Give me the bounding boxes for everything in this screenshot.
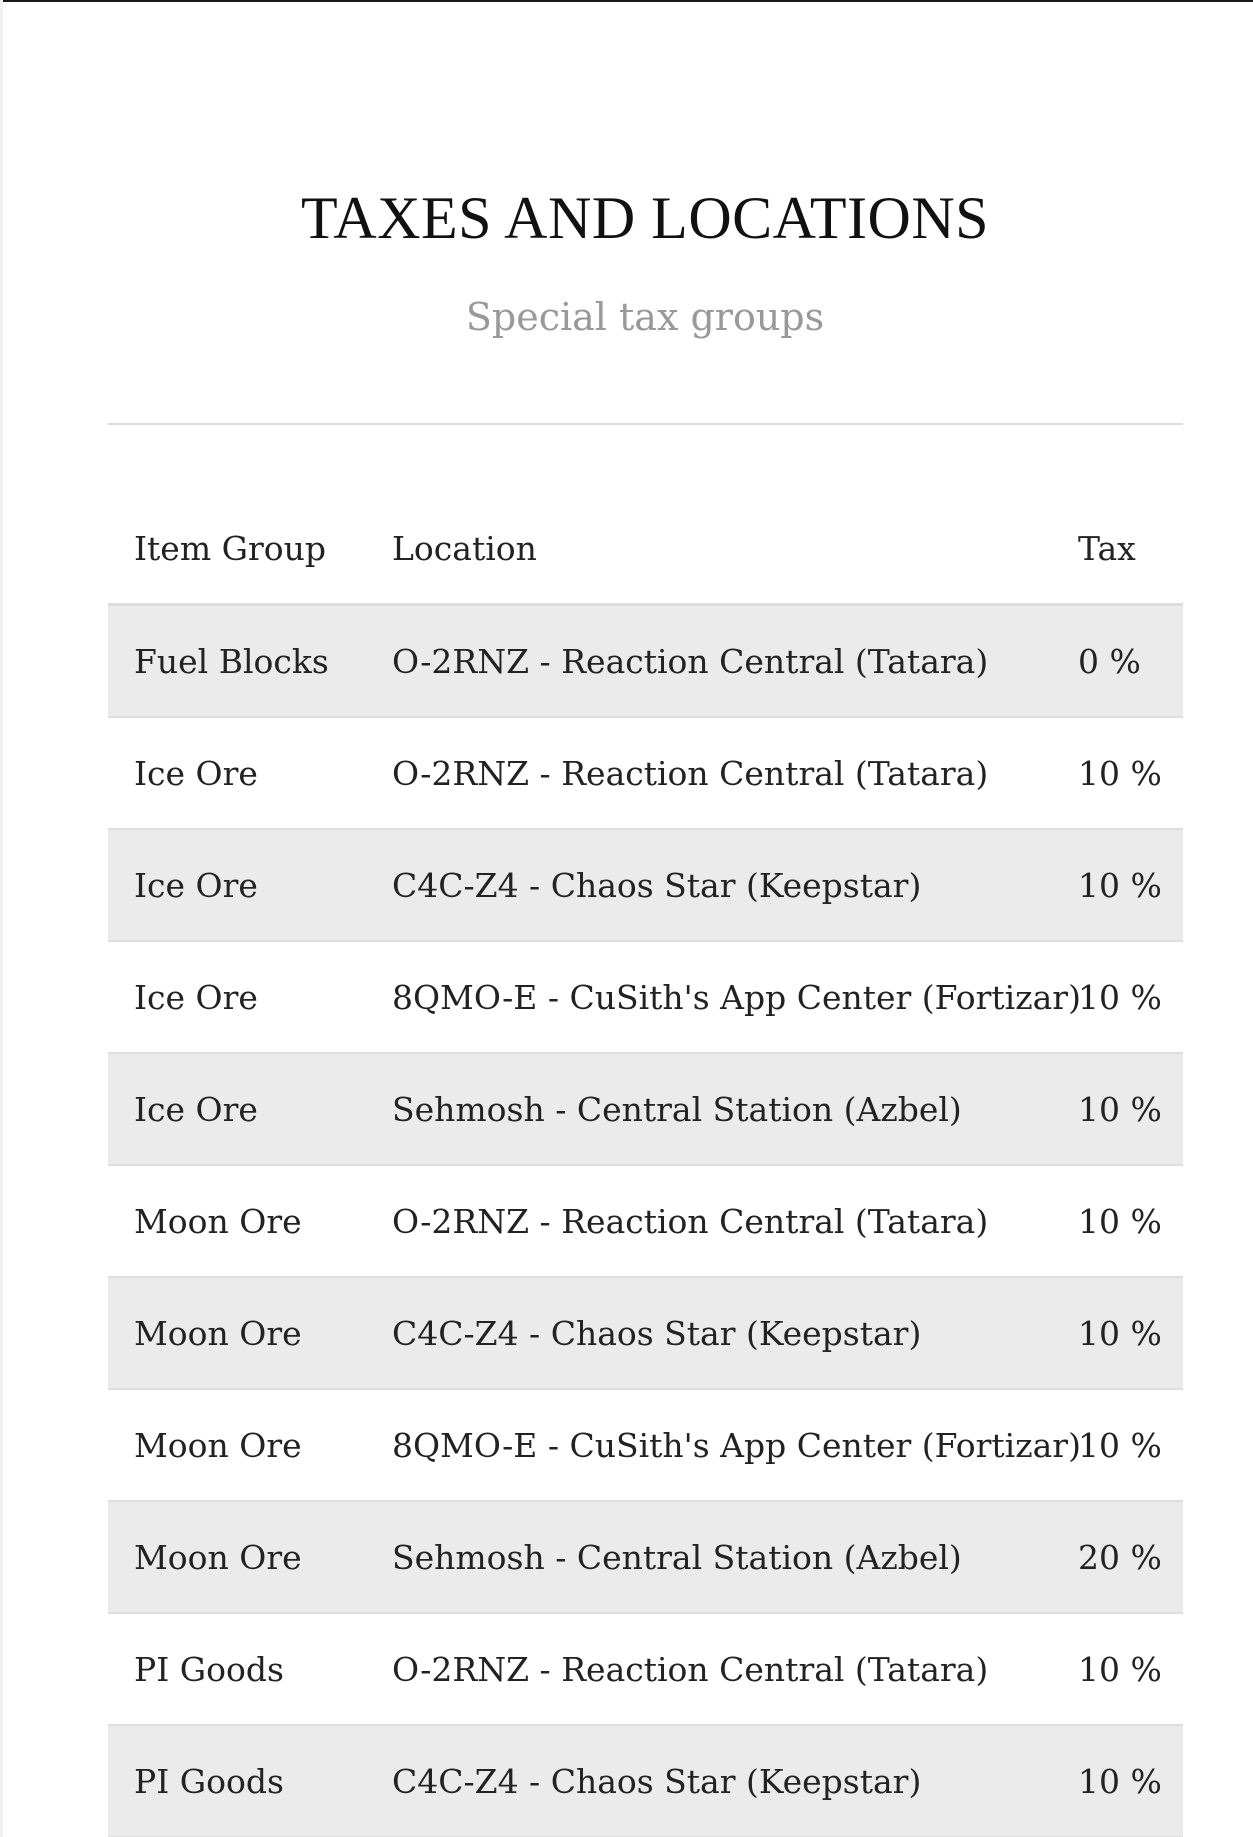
cell-item-group: Moon Ore [108,1389,366,1501]
cell-location: C4C-Z4 - Chaos Star (Keepstar) [366,829,1052,941]
cell-location: O-2RNZ - Reaction Central (Tatara) [366,1613,1052,1725]
cell-item-group: Moon Ore [108,1165,366,1277]
table-row [108,1165,1183,1277]
page-title: TAXES AND LOCATIONS [300,185,990,251]
cell-tax: 10 % [1052,829,1183,941]
cell-item-group: PI Goods [108,1613,366,1725]
cell-location: Sehmosh - Central Station (Azbel) [366,1053,1052,1165]
table-header-row [108,494,1183,605]
table-row [108,1277,1183,1389]
table-row [108,1613,1183,1725]
cell-tax: 10 % [1052,1725,1183,1837]
top-border [0,0,1253,2]
table-row [108,1501,1183,1613]
table-row [108,829,1183,941]
cell-location: 8QMO-E - CuSith's App Center (Fortizar) [366,941,1052,1053]
cell-item-group: Moon Ore [108,1501,366,1613]
column-header-location: Location [366,494,1052,605]
cell-tax: 20 % [1052,1501,1183,1613]
cell-tax: 10 % [1052,1389,1183,1501]
table-row [108,605,1183,718]
cell-tax: 10 % [1052,1165,1183,1277]
table-row [108,1725,1183,1837]
table-row [108,941,1183,1053]
table-row [108,1053,1183,1165]
cell-item-group: PI Goods [108,1725,366,1837]
cell-location: Sehmosh - Central Station (Azbel) [366,1501,1052,1613]
cell-tax: 10 % [1052,1277,1183,1389]
section-divider [108,423,1183,425]
table-body [108,605,1183,1837]
cell-item-group: Ice Ore [108,717,366,829]
cell-location: O-2RNZ - Reaction Central (Tatara) [366,605,1052,718]
cell-tax: 10 % [1052,941,1183,1053]
cell-tax: 10 % [1052,1613,1183,1725]
tax-table [108,494,1183,1837]
cell-tax: 10 % [1052,1053,1183,1165]
cell-location: O-2RNZ - Reaction Central (Tatara) [366,1165,1052,1277]
column-header-item-group: Item Group [108,494,366,605]
column-header-tax: Tax [1052,494,1183,605]
cell-item-group: Moon Ore [108,1277,366,1389]
cell-location: C4C-Z4 - Chaos Star (Keepstar) [366,1725,1052,1837]
table-header [108,494,1183,605]
left-edge [0,0,3,1837]
cell-item-group: Ice Ore [108,941,366,1053]
cell-tax: 0 % [1052,605,1183,718]
page-subtitle: Special tax groups [465,295,825,339]
cell-item-group: Ice Ore [108,1053,366,1165]
cell-tax: 10 % [1052,717,1183,829]
table-row [108,717,1183,829]
cell-location: C4C-Z4 - Chaos Star (Keepstar) [366,1277,1052,1389]
table-row [108,1389,1183,1501]
cell-location: 8QMO-E - CuSith's App Center (Fortizar) [366,1389,1052,1501]
cell-item-group: Ice Ore [108,829,366,941]
cell-item-group: Fuel Blocks [108,605,366,718]
cell-location: O-2RNZ - Reaction Central (Tatara) [366,717,1052,829]
